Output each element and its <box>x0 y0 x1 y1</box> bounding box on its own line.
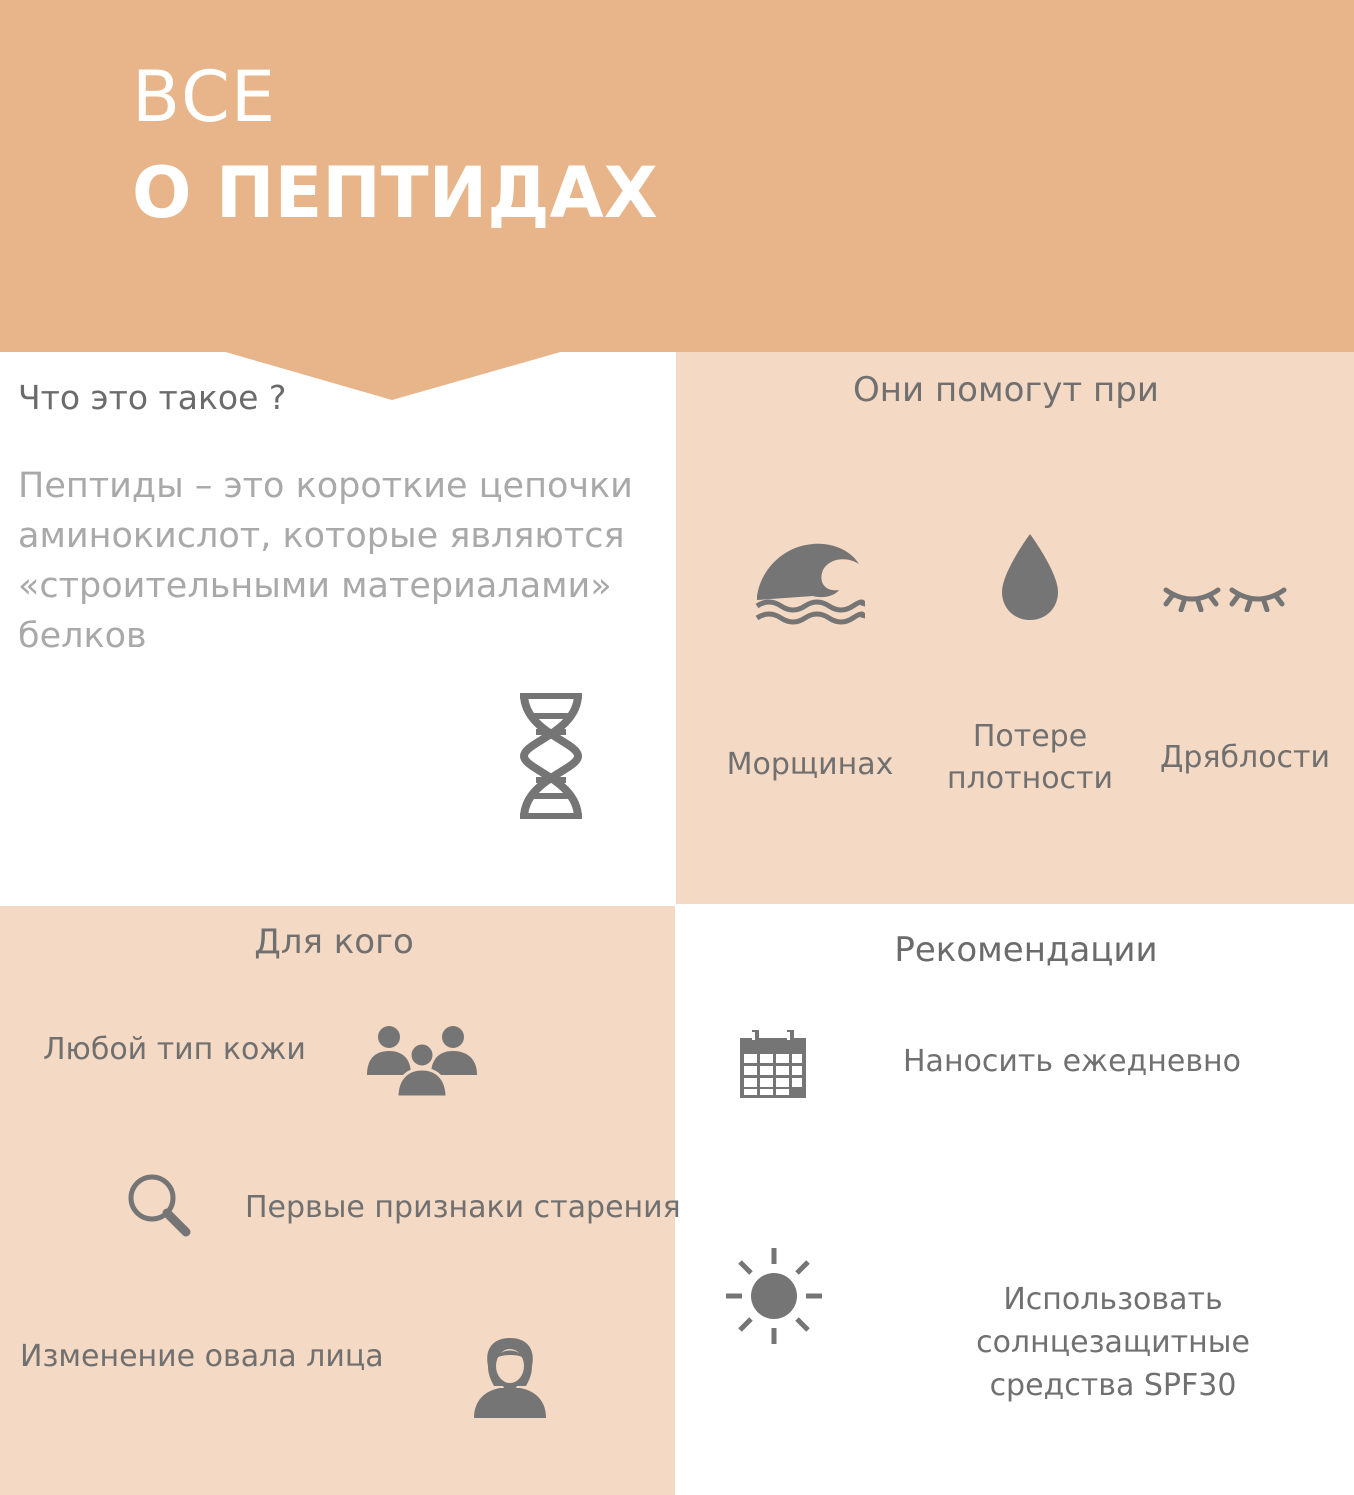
drop-icon <box>1000 532 1060 622</box>
for-whom-title: Для кого <box>254 922 414 962</box>
what-title: Что это такое ? <box>18 378 287 417</box>
help-title: Они помогут при <box>853 370 1159 410</box>
page-title-line1: ВСЕ <box>132 56 277 138</box>
help-item-label: Дряблости <box>1159 740 1331 775</box>
page-title-line2: О ПЕПТИДАХ <box>132 152 658 234</box>
woman-icon <box>474 1336 546 1418</box>
calendar-icon <box>738 1030 808 1100</box>
definition-line: Пептиды – это короткие цепочки <box>18 466 633 506</box>
help-item-label: Потере плотности <box>946 719 1114 796</box>
for-whom-item-label: Любой тип кожи <box>43 1032 306 1067</box>
group-icon <box>365 1025 479 1097</box>
definition-line: аминокислот, которые являются <box>18 516 625 556</box>
for-whom-item-label: Первые признаки старения <box>245 1190 681 1225</box>
sun-icon <box>726 1248 822 1344</box>
help-item-label: Морщинах <box>726 747 894 782</box>
closed-eyes-icon <box>1162 580 1288 612</box>
recommendation-label: Использовать солнцезащитные средства SPF30 <box>976 1282 1250 1403</box>
wave-icon <box>755 540 865 625</box>
dna-icon <box>516 692 586 820</box>
magnifier-icon <box>126 1172 192 1238</box>
recommendations-title: Рекомендации <box>894 930 1158 970</box>
recommendation-label: Наносить ежедневно <box>903 1044 1241 1079</box>
for-whom-item-label: Изменение овала лица <box>20 1339 384 1374</box>
definition-line: белков <box>18 616 147 656</box>
definition-line: «строительными материалами» <box>18 566 612 606</box>
help-panel <box>676 352 1354 904</box>
